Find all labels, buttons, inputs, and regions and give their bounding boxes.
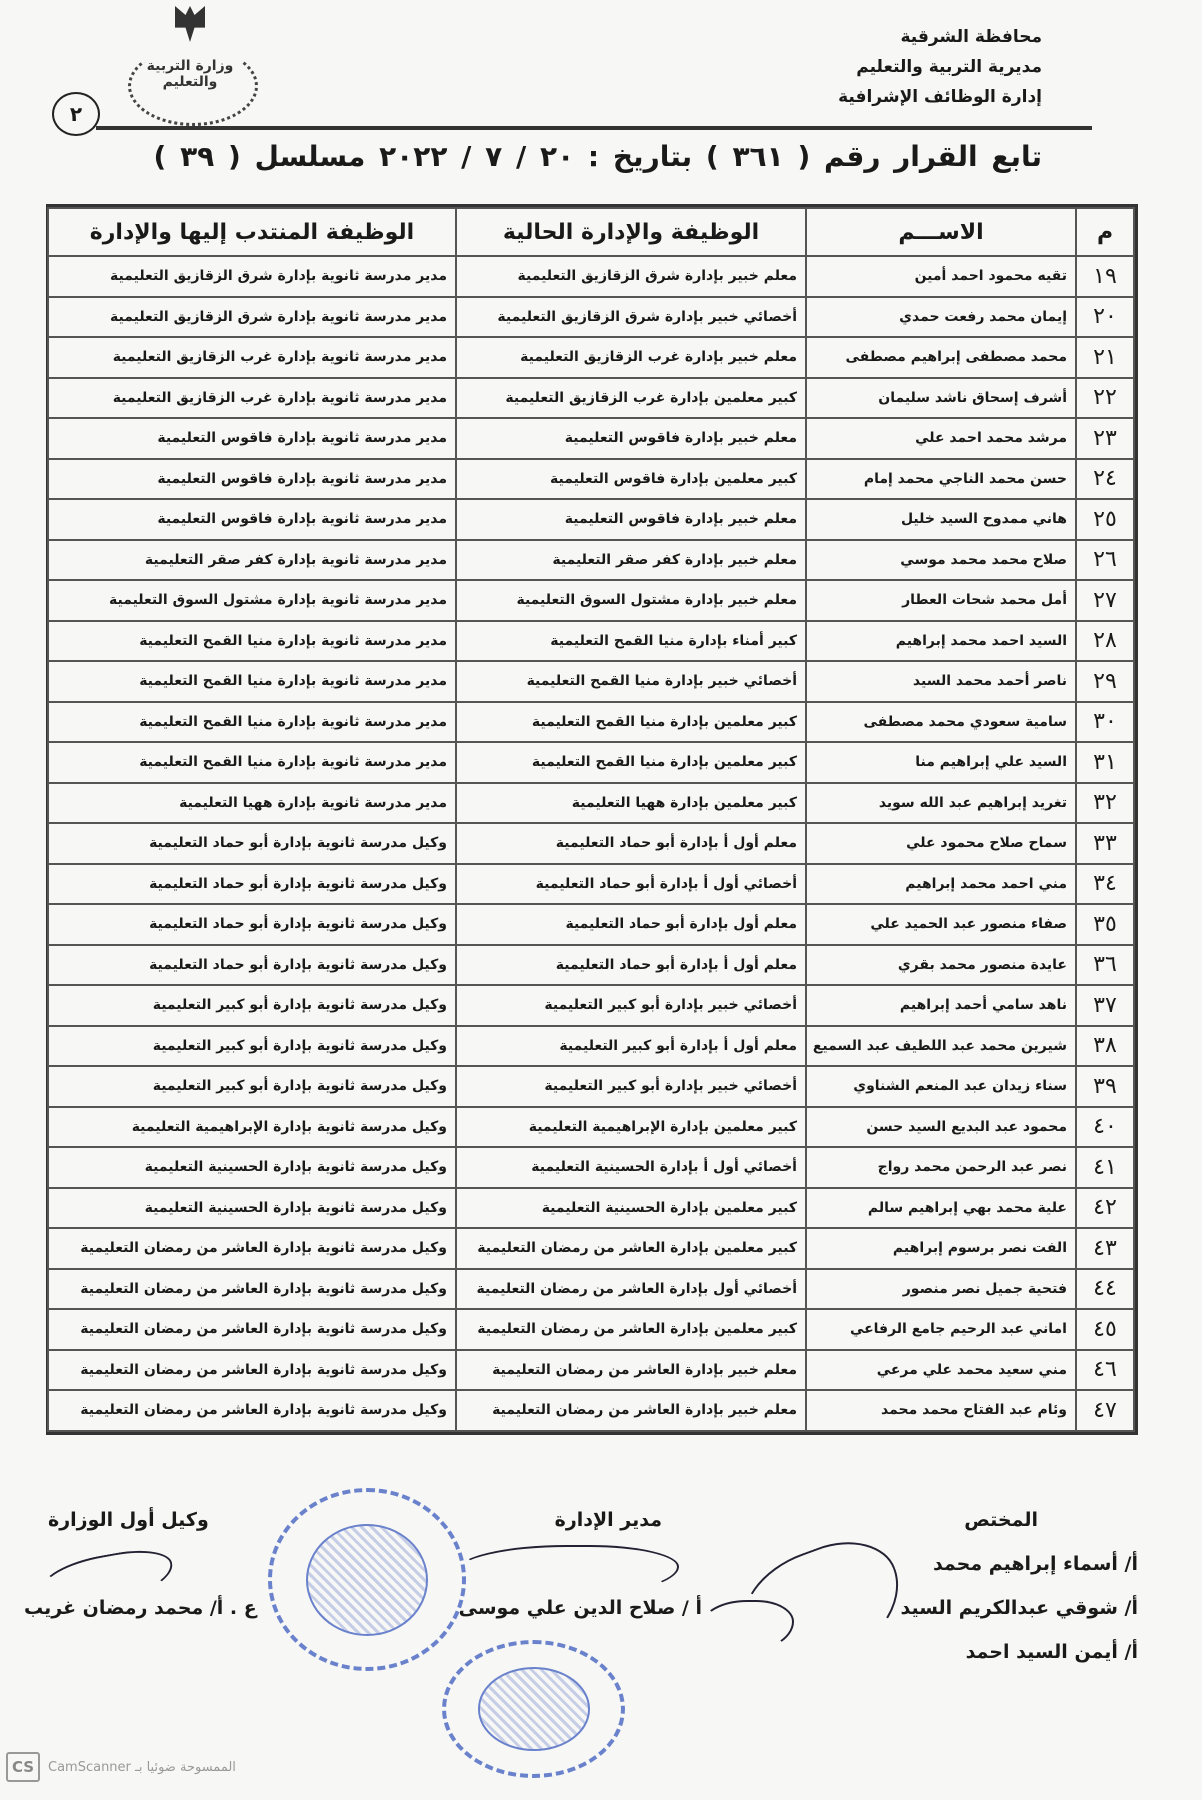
employee-name: صفاء منصور عبد الحميد علي	[806, 904, 1076, 945]
new-position: وكيل مدرسة ثانوية بإدارة العاشر من رمضان التعليمية	[48, 1228, 456, 1269]
new-position: مدير مدرسة ثانوية بإدارة فاقوس التعليمية	[48, 418, 456, 459]
table-row	[48, 621, 1134, 662]
current-position: أخصائي خبير بإدارة أبو كبير التعليمية	[456, 1066, 806, 1107]
current-position: كبير أمناء بإدارة منيا القمح التعليمية	[456, 621, 806, 662]
row-number: ٣٢	[1076, 783, 1134, 824]
row-number: ٢٤	[1076, 459, 1134, 500]
employee-name: وئام عبد الفتاح محمد محمد	[806, 1390, 1076, 1431]
row-number: ١٩	[1076, 256, 1134, 297]
table-row	[48, 1026, 1134, 1067]
table-row	[48, 580, 1134, 621]
current-position: كبير معلمين بإدارة منيا القمح التعليمية	[456, 702, 806, 743]
table-row	[48, 1188, 1134, 1229]
employee-name: علية محمد بهي إبراهيم سالم	[806, 1188, 1076, 1229]
table-row	[48, 1107, 1134, 1148]
row-number: ٢٧	[1076, 580, 1134, 621]
table-row	[48, 823, 1134, 864]
column-header-current-job: الوظيفة والإدارة الحالية	[456, 208, 806, 256]
table-row	[48, 702, 1134, 743]
new-position: وكيل مدرسة ثانوية بإدارة أبو حماد التعليمية	[48, 823, 456, 864]
employee-name: أمل محمد شحات العطار	[806, 580, 1076, 621]
row-number: ٢٥	[1076, 499, 1134, 540]
employee-name: نصر عبد الرحمن محمد رواج	[806, 1147, 1076, 1188]
row-number: ٣٧	[1076, 985, 1134, 1026]
new-position: مدير مدرسة ثانوية بإدارة ههيا التعليمية	[48, 783, 456, 824]
table-row	[48, 742, 1134, 783]
table-row	[48, 904, 1134, 945]
current-position: كبير معلمين بإدارة فاقوس التعليمية	[456, 459, 806, 500]
header-divider	[96, 126, 1092, 130]
table-row	[48, 1269, 1134, 1310]
table-header-row	[48, 208, 1134, 256]
table-row	[48, 540, 1134, 581]
new-position: وكيل مدرسة ثانوية بإدارة أبو كبير التعليمية	[48, 1066, 456, 1107]
employee-name: ناهد سامي أحمد إبراهيم	[806, 985, 1076, 1026]
emblem-text: وزارة التربية والتعليم	[146, 58, 234, 90]
new-position: مدير مدرسة ثانوية بإدارة منيا القمح التعليمية	[48, 742, 456, 783]
table-row	[48, 985, 1134, 1026]
row-number: ٢١	[1076, 337, 1134, 378]
current-position: أخصائي أول أ بإدارة الحسينية التعليمية	[456, 1147, 806, 1188]
row-number: ٣٦	[1076, 945, 1134, 986]
new-position: مدير مدرسة ثانوية بإدارة غرب الزقازيق التعليمية	[48, 378, 456, 419]
employee-name: مرشد محمد احمد علي	[806, 418, 1076, 459]
employee-name: عايدة منصور محمد بقري	[806, 945, 1076, 986]
assignments-table	[46, 204, 1138, 1435]
current-position: معلم أول بإدارة أبو حماد التعليمية	[456, 904, 806, 945]
row-number: ٤٧	[1076, 1390, 1134, 1431]
current-position: كبير معلمين بإدارة العاشر من رمضان التعليمية	[456, 1309, 806, 1350]
table-row	[48, 499, 1134, 540]
row-number: ٤٥	[1076, 1309, 1134, 1350]
specialist-name: أ/ أسماء إبراهيم محمد	[932, 1553, 1138, 1575]
column-header-num: م	[1076, 208, 1134, 256]
new-position: وكيل مدرسة ثانوية بإدارة الحسينية التعليمية	[48, 1147, 456, 1188]
current-position: معلم خبير بإدارة مشتول السوق التعليمية	[456, 580, 806, 621]
director-title: مدير الإدارة	[554, 1509, 662, 1531]
employee-name: السيد احمد محمد إبراهيم	[806, 621, 1076, 662]
row-number: ٣٤	[1076, 864, 1134, 905]
current-position: أخصائي خبير بإدارة أبو كبير التعليمية	[456, 985, 806, 1026]
table-row	[48, 256, 1134, 297]
official-stamp-icon	[268, 1488, 466, 1671]
current-position: كبير معلمين بإدارة الإبراهيمية التعليمية	[456, 1107, 806, 1148]
row-number: ٤١	[1076, 1147, 1134, 1188]
current-position: كبير معلمين بإدارة العاشر من رمضان التعليمية	[456, 1228, 806, 1269]
new-position: وكيل مدرسة ثانوية بإدارة العاشر من رمضان التعليمية	[48, 1350, 456, 1391]
current-position: كبير معلمين بإدارة الحسينية التعليمية	[456, 1188, 806, 1229]
row-number: ٢٨	[1076, 621, 1134, 662]
new-position: وكيل مدرسة ثانوية بإدارة أبو حماد التعليمية	[48, 945, 456, 986]
current-position: معلم خبير بإدارة العاشر من رمضان التعليمية	[456, 1350, 806, 1391]
current-position: معلم خبير بإدارة غرب الزقازيق التعليمية	[456, 337, 806, 378]
current-position: أخصائي خبير بإدارة شرق الزقازيق التعليمية	[456, 297, 806, 338]
employee-name: هاني ممدوح السيد خليل	[806, 499, 1076, 540]
employee-name: اماني عبد الرحيم جامع الرفاعي	[806, 1309, 1076, 1350]
new-position: مدير مدرسة ثانوية بإدارة منيا القمح التعليمية	[48, 621, 456, 662]
new-position: مدير مدرسة ثانوية بإدارة منيا القمح التعليمية	[48, 661, 456, 702]
table-row	[48, 418, 1134, 459]
new-position: مدير مدرسة ثانوية بإدارة شرق الزقازيق التعليمية	[48, 297, 456, 338]
current-position: معلم خبير بإدارة فاقوس التعليمية	[456, 499, 806, 540]
table-row	[48, 297, 1134, 338]
current-position: كبير معلمين بإدارة غرب الزقازيق التعليمية	[456, 378, 806, 419]
new-position: وكيل مدرسة ثانوية بإدارة الإبراهيمية التعليمية	[48, 1107, 456, 1148]
table-row	[48, 945, 1134, 986]
current-position: معلم خبير بإدارة فاقوس التعليمية	[456, 418, 806, 459]
eagle-icon	[175, 6, 205, 42]
page-number-badge: ٢	[52, 92, 100, 136]
specialist-name: أ/ أيمن السيد احمد	[965, 1641, 1138, 1663]
row-number: ٢٩	[1076, 661, 1134, 702]
employee-name: فتحية جميل نصر منصور	[806, 1269, 1076, 1310]
employee-name: السيد علي إبراهيم منا	[806, 742, 1076, 783]
undersecretary-name: ع . أ/ محمد رمضان غريب	[24, 1597, 257, 1619]
row-number: ٢٠	[1076, 297, 1134, 338]
undersecretary-title: وكيل أول الوزارة	[48, 1509, 209, 1531]
new-position: وكيل مدرسة ثانوية بإدارة الحسينية التعليمية	[48, 1188, 456, 1229]
row-number: ٣٩	[1076, 1066, 1134, 1107]
current-position: معلم أول أ بإدارة أبو حماد التعليمية	[456, 945, 806, 986]
new-position: وكيل مدرسة ثانوية بإدارة العاشر من رمضان التعليمية	[48, 1269, 456, 1310]
employee-name: حسن محمد الناجي محمد إمام	[806, 459, 1076, 500]
employee-name: إيمان محمد رفعت حمدي	[806, 297, 1076, 338]
department-label: إدارة الوظائف الإشرافية	[838, 87, 1042, 107]
row-number: ٢٦	[1076, 540, 1134, 581]
new-position: وكيل مدرسة ثانوية بإدارة أبو كبير التعليمية	[48, 985, 456, 1026]
current-position: أخصائي أول بإدارة العاشر من رمضان التعليمية	[456, 1269, 806, 1310]
row-number: ٤٢	[1076, 1188, 1134, 1229]
employee-name: سامية سعودي محمد مصطفى	[806, 702, 1076, 743]
table-row	[48, 661, 1134, 702]
new-position: وكيل مدرسة ثانوية بإدارة العاشر من رمضان التعليمية	[48, 1390, 456, 1431]
current-position: معلم أول أ بإدارة أبو كبير التعليمية	[456, 1026, 806, 1067]
column-header-new-job: الوظيفة المنتدب إليها والإدارة	[48, 208, 456, 256]
table-row	[48, 337, 1134, 378]
employee-name: تقيه محمود احمد أمين	[806, 256, 1076, 297]
camscanner-logo-icon: CS	[6, 1752, 40, 1782]
row-number: ٣١	[1076, 742, 1134, 783]
current-position: معلم خبير بإدارة شرق الزقازيق التعليمية	[456, 256, 806, 297]
employee-name: ناصر أحمد محمد السيد	[806, 661, 1076, 702]
employee-name: محمود عبد البديع السيد حسن	[806, 1107, 1076, 1148]
row-number: ٤٦	[1076, 1350, 1134, 1391]
new-position: مدير مدرسة ثانوية بإدارة غرب الزقازيق التعليمية	[48, 337, 456, 378]
camscanner-watermark	[6, 1752, 236, 1782]
table-row	[48, 1390, 1134, 1431]
new-position: وكيل مدرسة ثانوية بإدارة العاشر من رمضان التعليمية	[48, 1309, 456, 1350]
current-position: كبير معلمين بإدارة ههيا التعليمية	[456, 783, 806, 824]
specialist-signature-block	[900, 1498, 1138, 1674]
new-position: مدير مدرسة ثانوية بإدارة شرق الزقازيق التعليمية	[48, 256, 456, 297]
governorate-label: محافظة الشرقية	[900, 27, 1042, 47]
new-position: وكيل مدرسة ثانوية بإدارة أبو حماد التعليمية	[48, 864, 456, 905]
employee-name: سناء زيدان عبد المنعم الشناوي	[806, 1066, 1076, 1107]
employee-name: مني احمد محمد إبراهيم	[806, 864, 1076, 905]
new-position: وكيل مدرسة ثانوية بإدارة أبو حماد التعليمية	[48, 904, 456, 945]
employee-name: مني سعيد محمد علي مرعي	[806, 1350, 1076, 1391]
decision-reference: تابع القرار رقم ( ٣٦١ ) بتاريخ : ٢٠ / ٧ / ٢٠٢٢ مسلسل ( ٣٩ )	[153, 140, 1042, 173]
current-position: معلم خبير بإدارة كفر صقر التعليمية	[456, 540, 806, 581]
table-row	[48, 459, 1134, 500]
row-number: ٤٠	[1076, 1107, 1134, 1148]
current-position: أخصائي أول أ بإدارة أبو حماد التعليمية	[456, 864, 806, 905]
specialist-name: أ/ شوقي عبدالكريم السيد	[900, 1597, 1138, 1619]
new-position: مدير مدرسة ثانوية بإدارة مشتول السوق التعليمية	[48, 580, 456, 621]
row-number: ٣٨	[1076, 1026, 1134, 1067]
row-number: ٤٤	[1076, 1269, 1134, 1310]
new-position: مدير مدرسة ثانوية بإدارة منيا القمح التعليمية	[48, 702, 456, 743]
new-position: مدير مدرسة ثانوية بإدارة فاقوس التعليمية	[48, 459, 456, 500]
table-row	[48, 864, 1134, 905]
employee-name: سماح صلاح محمود علي	[806, 823, 1076, 864]
egypt-eagle-emblem-icon	[120, 6, 260, 126]
director-name: أ / صلاح الدين علي موسى	[458, 1597, 702, 1619]
official-stamp-icon	[442, 1640, 625, 1778]
employee-name: تغريد إبراهيم عبد الله سويد	[806, 783, 1076, 824]
employee-name: صلاح محمد محمد موسي	[806, 540, 1076, 581]
new-position: وكيل مدرسة ثانوية بإدارة أبو كبير التعليمية	[48, 1026, 456, 1067]
row-number: ٢٣	[1076, 418, 1134, 459]
table-row	[48, 1309, 1134, 1350]
new-position: مدير مدرسة ثانوية بإدارة كفر صقر التعليمية	[48, 540, 456, 581]
employee-name: الفت نصر برسوم إبراهيم	[806, 1228, 1076, 1269]
current-position: معلم أول أ بإدارة أبو حماد التعليمية	[456, 823, 806, 864]
row-number: ٣٣	[1076, 823, 1134, 864]
table-row	[48, 378, 1134, 419]
employee-name: أشرف إسحاق ناشد سليمان	[806, 378, 1076, 419]
employee-name: محمد مصطفى إبراهيم مصطفى	[806, 337, 1076, 378]
employee-name: شيرين محمد عبد اللطيف عبد السميع	[806, 1026, 1076, 1067]
organization-header	[838, 22, 1042, 112]
table-row	[48, 1147, 1134, 1188]
current-position: معلم خبير بإدارة العاشر من رمضان التعليمية	[456, 1390, 806, 1431]
table-row	[48, 1350, 1134, 1391]
current-position: أخصائي خبير بإدارة منيا القمح التعليمية	[456, 661, 806, 702]
table-row	[48, 1066, 1134, 1107]
table-row	[48, 783, 1134, 824]
directorate-label: مديرية التربية والتعليم	[856, 57, 1042, 77]
current-position: كبير معلمين بإدارة منيا القمح التعليمية	[456, 742, 806, 783]
new-position: مدير مدرسة ثانوية بإدارة فاقوس التعليمية	[48, 499, 456, 540]
row-number: ٣٠	[1076, 702, 1134, 743]
row-number: ٤٣	[1076, 1228, 1134, 1269]
table-row	[48, 1228, 1134, 1269]
row-number: ٢٢	[1076, 378, 1134, 419]
watermark-text: CamScanner الممسوحة ضوئيا بـ	[48, 1759, 236, 1775]
row-number: ٣٥	[1076, 904, 1134, 945]
specialist-title: المختص	[964, 1509, 1038, 1531]
column-header-name: الاســـم	[806, 208, 1076, 256]
